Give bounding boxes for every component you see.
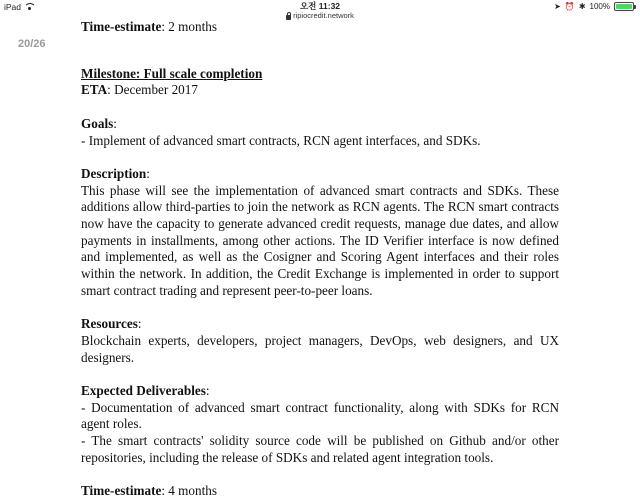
battery-fill	[616, 4, 632, 9]
description-heading	[81, 166, 559, 183]
deliverables-heading	[81, 383, 559, 400]
milestone-title: Milestone: Full scale completion	[81, 65, 263, 81]
time-estimate	[81, 483, 559, 500]
goals-heading	[81, 116, 559, 133]
resources-text: Blockchain experts, developers, project managers, DevOps, web designers, and UX designers.	[81, 332, 559, 365]
time-estimate-value: : 4 months	[161, 483, 218, 499]
goals-colon: :	[113, 115, 117, 131]
resources-heading	[81, 316, 559, 333]
status-time: 오전 11:32	[299, 1, 341, 11]
page-counter: 20/26	[18, 38, 46, 50]
deliverables-label: Expected Deliverables	[81, 383, 206, 398]
url-text: ripiocredit.network	[293, 11, 354, 20]
resources-label: Resources	[81, 316, 138, 332]
deliverable-item: - Documentation of advanced smart contract functionality, along with SDKs for RCN agent roles.	[81, 399, 559, 432]
previous-time-estimate-value: : 2 months	[161, 19, 218, 34]
document-content	[81, 19, 559, 500]
goals-text: - Implement of advanced smart contracts, RCN agent interfaces, and SDKs.	[81, 132, 481, 148]
previous-time-estimate-label: Time-estimate	[81, 19, 162, 34]
description-text: This phase will see the implementation of advanced smart contracts and SDKs. These additions allow third-parties to join the network as RCN agents. The RCN smart contracts now have the capacity to generate advanced credit requests, manage due dates, and allow payments in installments, among other actions. The ID Verifier interface is now defined and implemented, as well as the Cosigner and Scoring Agent interfaces and their roles within the network. In addition, the Credit Exchange is implemented in order to support smart contract trading and represent peer-to-peer loans.	[81, 182, 559, 298]
status-bar-right	[554, 2, 634, 11]
alarm-icon: ⏰	[564, 2, 575, 11]
eta-value: : December 2017	[107, 82, 198, 98]
device-name: iPad	[4, 2, 22, 12]
battery-icon	[614, 2, 634, 11]
previous-time-estimate	[81, 19, 559, 36]
resources-colon: :	[137, 316, 142, 332]
bluetooth-icon: ✱	[578, 2, 586, 11]
location-icon: ➤	[554, 2, 561, 11]
deliverable-item: - The smart contracts' solidity source code will be published on Github and/or other repositories, including the release of SDKs and related agent integration tools.	[81, 433, 559, 465]
description-colon: :	[146, 165, 150, 181]
goals-label: Goals	[81, 115, 114, 131]
description-label: Description	[81, 165, 147, 181]
time-estimate-label: Time-estimate	[81, 483, 162, 499]
eta-line	[81, 82, 559, 99]
battery-percent: 100%	[589, 2, 610, 11]
deliverables-colon: :	[205, 383, 210, 398]
eta-label: ETA	[81, 82, 108, 98]
